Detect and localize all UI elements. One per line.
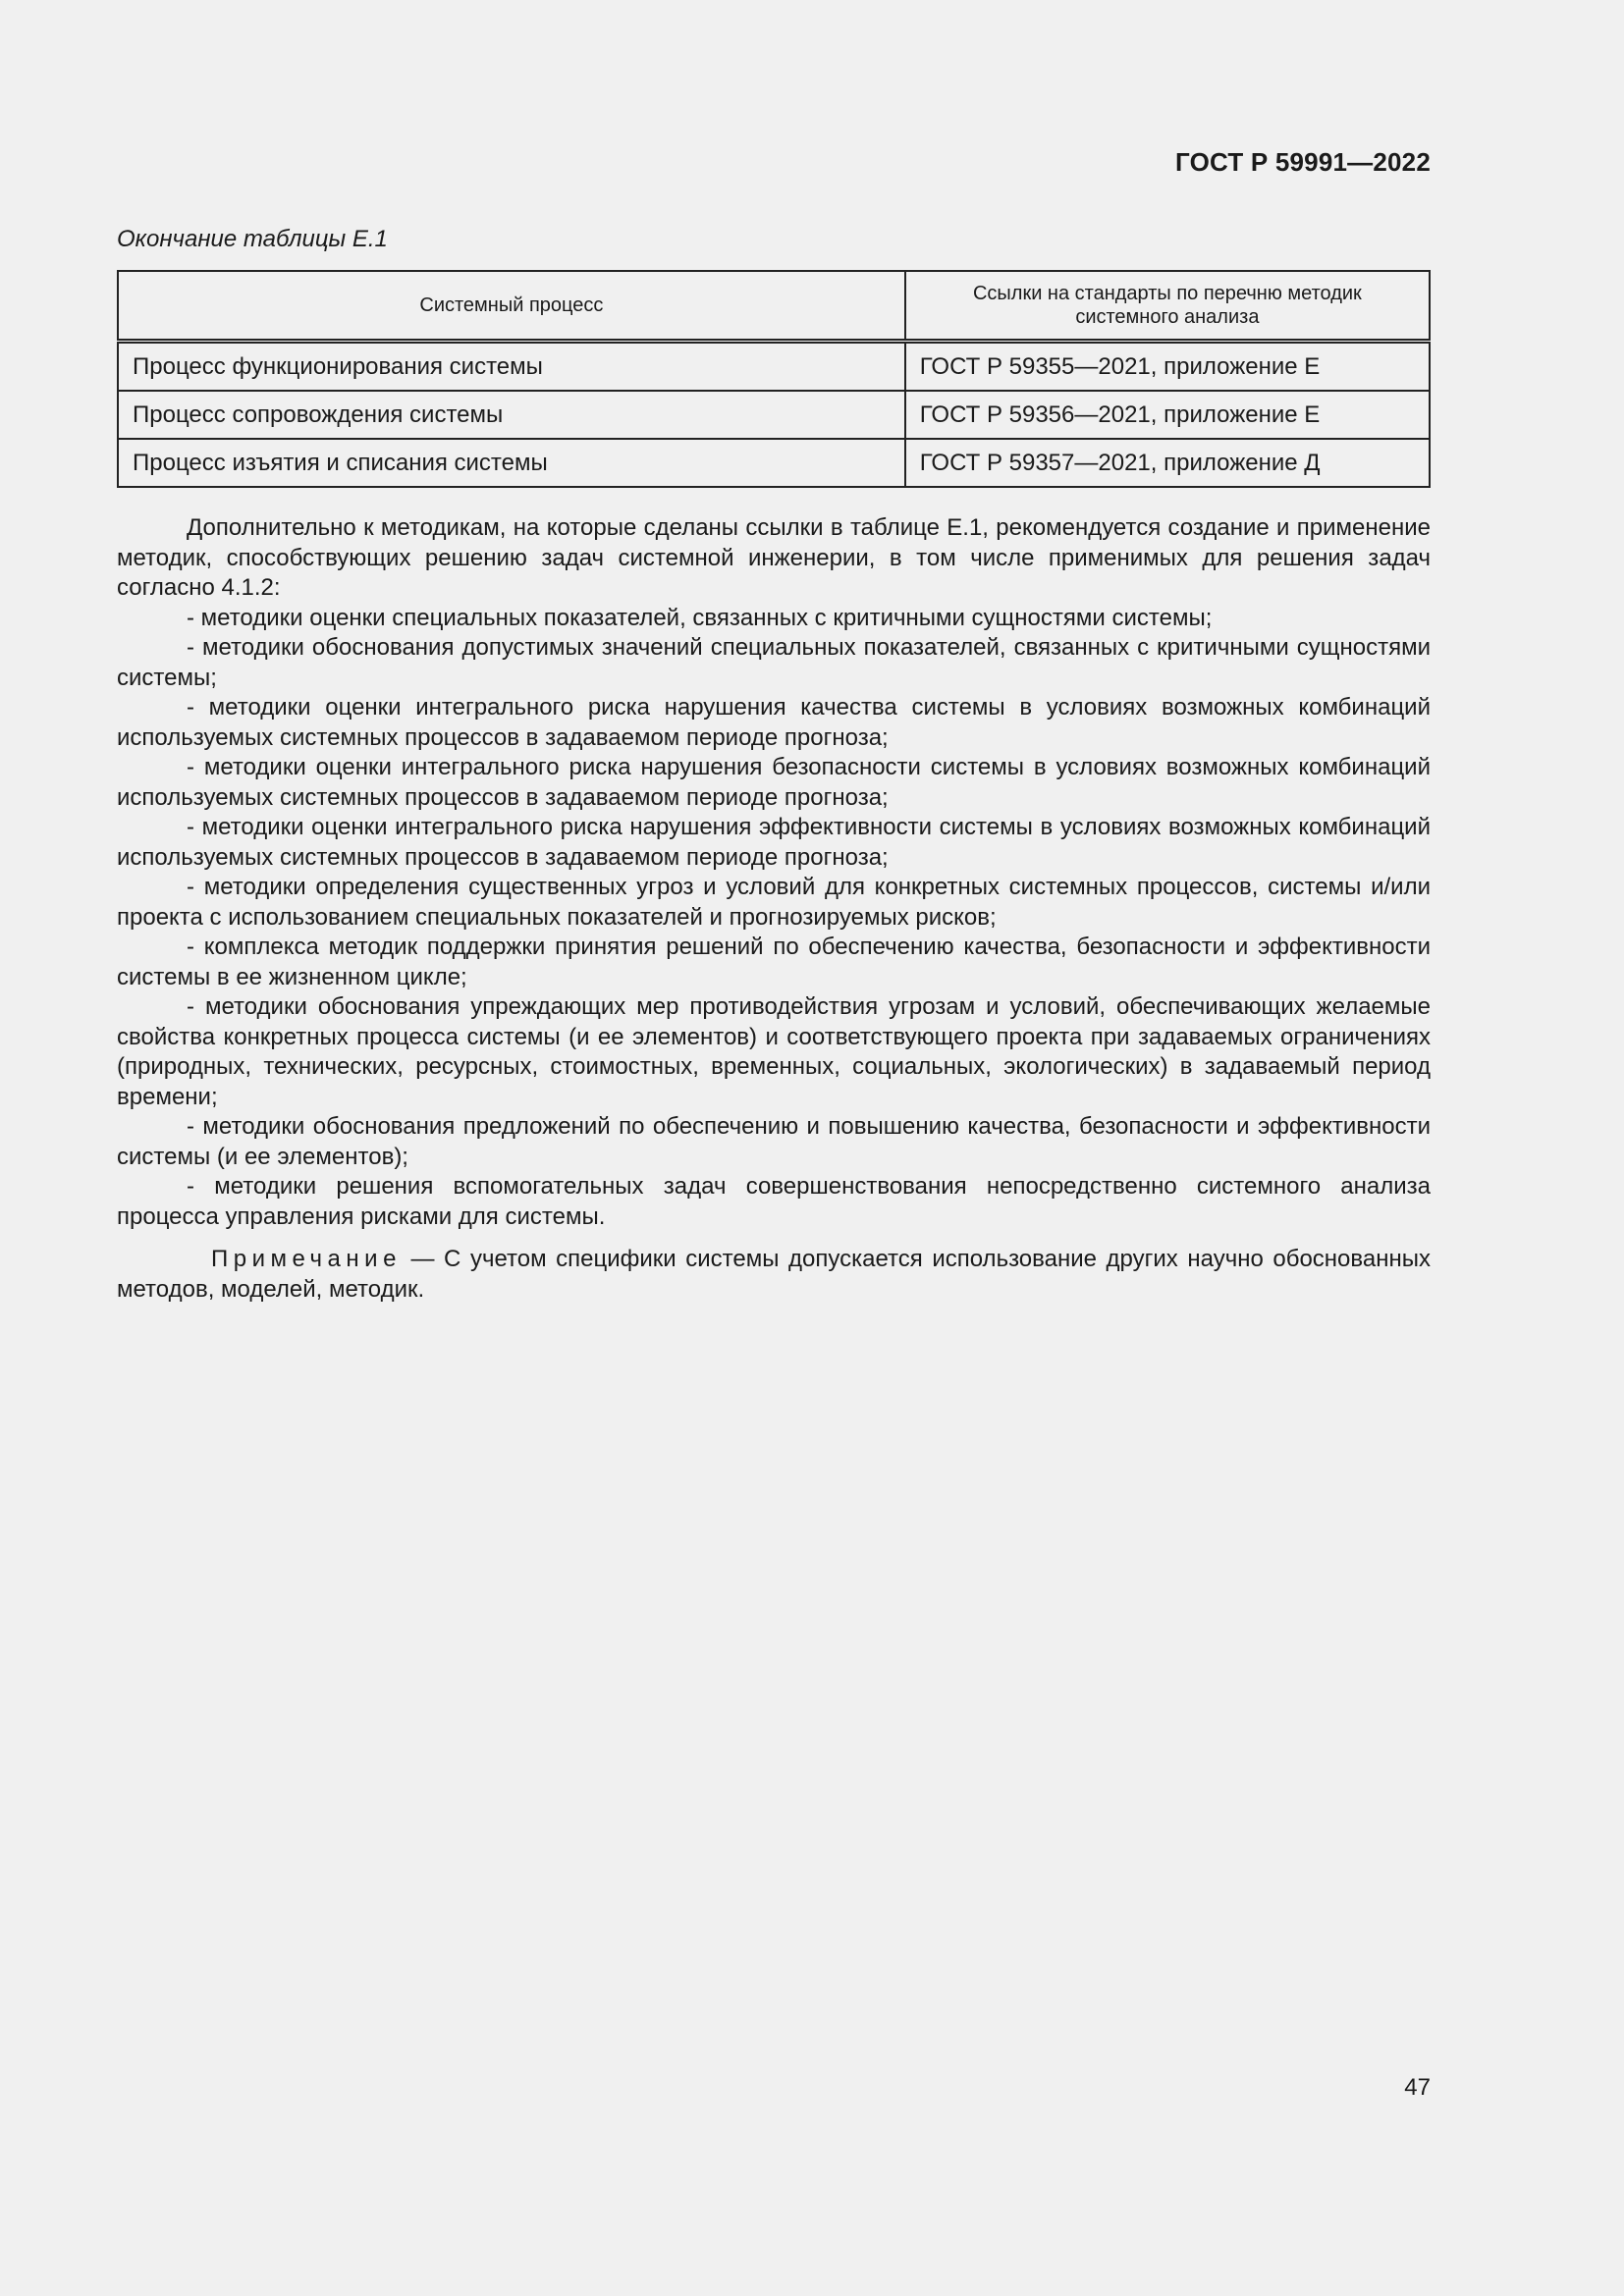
note-label: Примечание — [211, 1246, 402, 1272]
cell-reference: ГОСТ Р 59357—2021, приложение Д — [905, 439, 1430, 487]
table-row — [118, 439, 1430, 487]
list-item: - методики обоснования допустимых значений специальных показателей, связанных с критичными сущностями системы; — [117, 634, 1431, 691]
list-item: - методики решения вспомогательных задач совершенствования непосредственно системного анализа процесса управления рисками для системы. — [117, 1173, 1431, 1230]
list-item: - комплекса методик поддержки принятия решений по обеспечению качества, безопасности и эффективности системы в ее жизненном цикле; — [117, 934, 1431, 990]
list-item: - методики обоснования упреждающих мер противодействия угрозам и условий, обеспечивающих желаемые свойства конкретных процесса системы (и ее элементов) и соответствующего проекта при задаваемых ограничениях (природных, технических, ресурсных, стоимостных, временных, социальных, экологических) в задаваемый период времени; — [117, 993, 1431, 1110]
table-row — [118, 342, 1430, 392]
table-body — [118, 342, 1430, 488]
note-text: — С учетом специфики системы допускается использование других научно обоснованных методов, моделей, методик. — [117, 1246, 1431, 1303]
table-caption: Окончание таблицы Е.1 — [117, 226, 388, 252]
table-row — [118, 391, 1430, 439]
standards-table — [117, 270, 1431, 488]
list-item: - методики определения существенных угроз и условий для конкретных системных процессов, системы и/или проекта с использованием специальных показателей и прогнозируемых рисков; — [117, 874, 1431, 931]
note-paragraph — [117, 1245, 1431, 1305]
list-item: - методики обоснования предложений по обеспечению и повышению качества, безопасности и эффективности системы (и ее элементов); — [117, 1113, 1431, 1170]
cell-process: Процесс функционирования системы — [118, 342, 905, 392]
table-header — [118, 271, 1430, 342]
table-header-row — [118, 271, 1430, 342]
body-text — [117, 513, 1431, 1305]
cell-process: Процесс сопровождения системы — [118, 391, 905, 439]
list-item: - методики оценки интегрального риска нарушения эффективности системы в условиях возможных комбинаций используемых системных процессов в задаваемом периоде прогноза; — [117, 814, 1431, 871]
cell-process: Процесс изъятия и списания системы — [118, 439, 905, 487]
column-header-process: Системный процесс — [118, 271, 905, 342]
list-item: - методики оценки специальных показателей, связанных с критичными сущностями системы; — [187, 604, 1213, 631]
document-code: ГОСТ Р 59991—2022 — [1175, 147, 1431, 177]
list-item: - методики оценки интегрального риска нарушения безопасности системы в условиях возможных комбинаций используемых системных процессов в задаваемом периоде прогноза; — [117, 754, 1431, 811]
intro-paragraph: Дополнительно к методикам, на которые сделаны ссылки в таблице Е.1, рекомендуется создание и применение методик, способствующих решению задач системной инженерии, в том числе применимых для решения задач согласно 4.1.2: — [117, 514, 1431, 601]
page-number: 47 — [1404, 2074, 1431, 2101]
cell-reference: ГОСТ Р 59355—2021, приложение Е — [905, 342, 1430, 392]
column-header-references: Ссылки на стандарты по перечню методик системного анализа — [905, 271, 1430, 342]
cell-reference: ГОСТ Р 59356—2021, приложение Е — [905, 391, 1430, 439]
list-item: - методики оценки интегрального риска нарушения качества системы в условиях возможных комбинаций используемых системных процессов в задаваемом периоде прогноза; — [117, 694, 1431, 751]
